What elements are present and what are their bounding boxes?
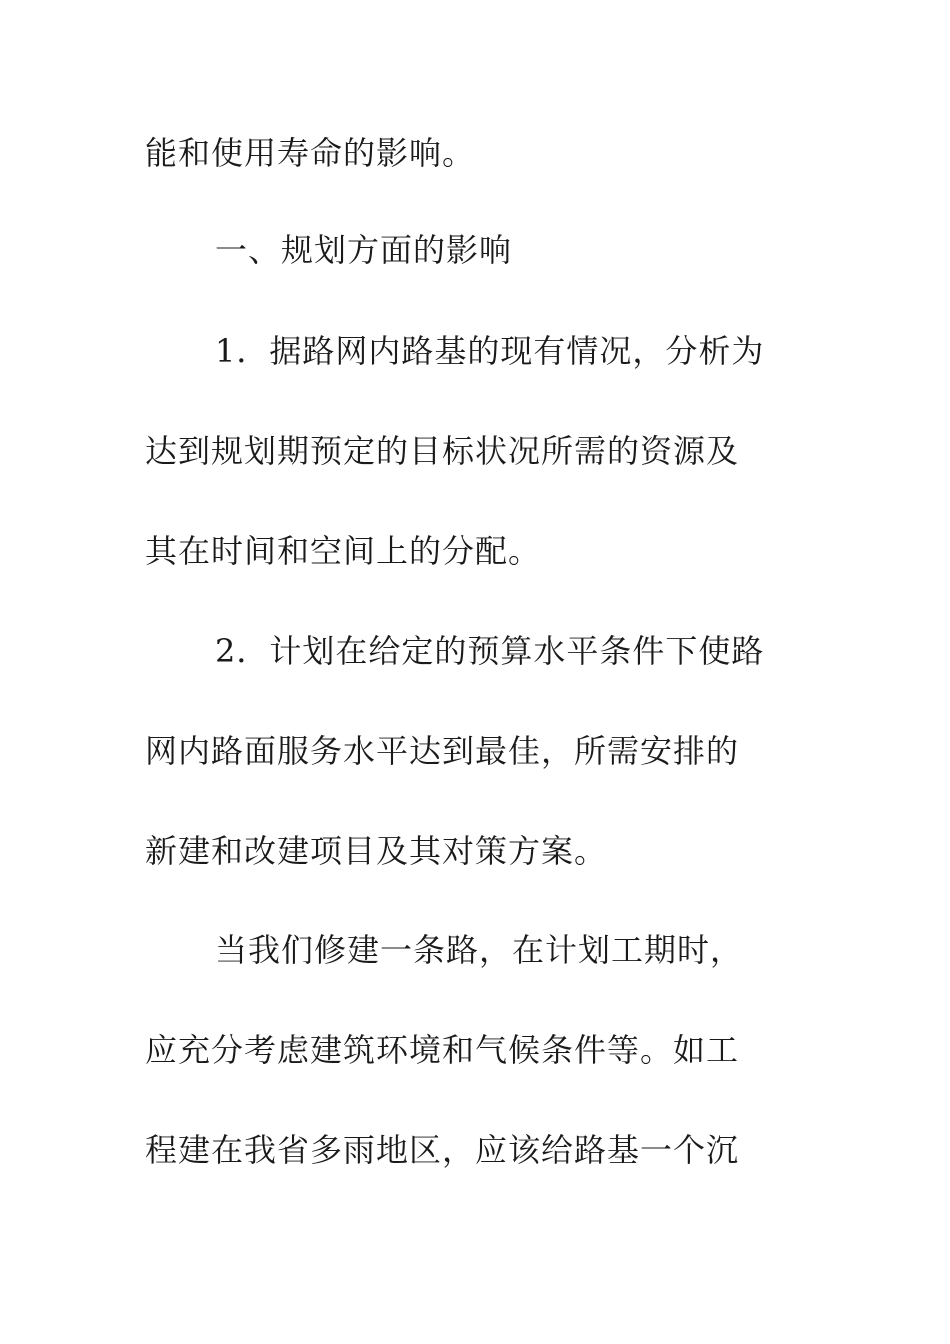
text-line-item-2-start: 2．计划在给定的预算水平条件下使路 <box>215 632 765 670</box>
text-line-item-2-cont-2: 新建和改建项目及其对策方案。 <box>145 832 608 870</box>
section-heading-planning: 一、规划方面的影响 <box>215 231 513 269</box>
text-line-1: 能和使用寿命的影响。 <box>145 134 476 172</box>
text-line-paragraph-start: 当我们修建一条路，在计划工期时， <box>215 931 744 969</box>
text-line-item-1-start: 1．据路网内路基的现有情况，分析为 <box>215 332 765 370</box>
text-line-paragraph-cont-1: 应充分考虑建筑环境和气候条件等。如工 <box>145 1031 740 1069</box>
text-line-paragraph-cont-2: 程建在我省多雨地区，应该给路基一个沉 <box>145 1131 740 1169</box>
text-line-item-2-cont-1: 网内路面服务水平达到最佳，所需安排的 <box>145 732 740 770</box>
text-line-item-1-cont-1: 达到规划期预定的目标状况所需的资源及 <box>145 432 740 470</box>
text-line-item-1-cont-2: 其在时间和空间上的分配。 <box>145 532 542 570</box>
